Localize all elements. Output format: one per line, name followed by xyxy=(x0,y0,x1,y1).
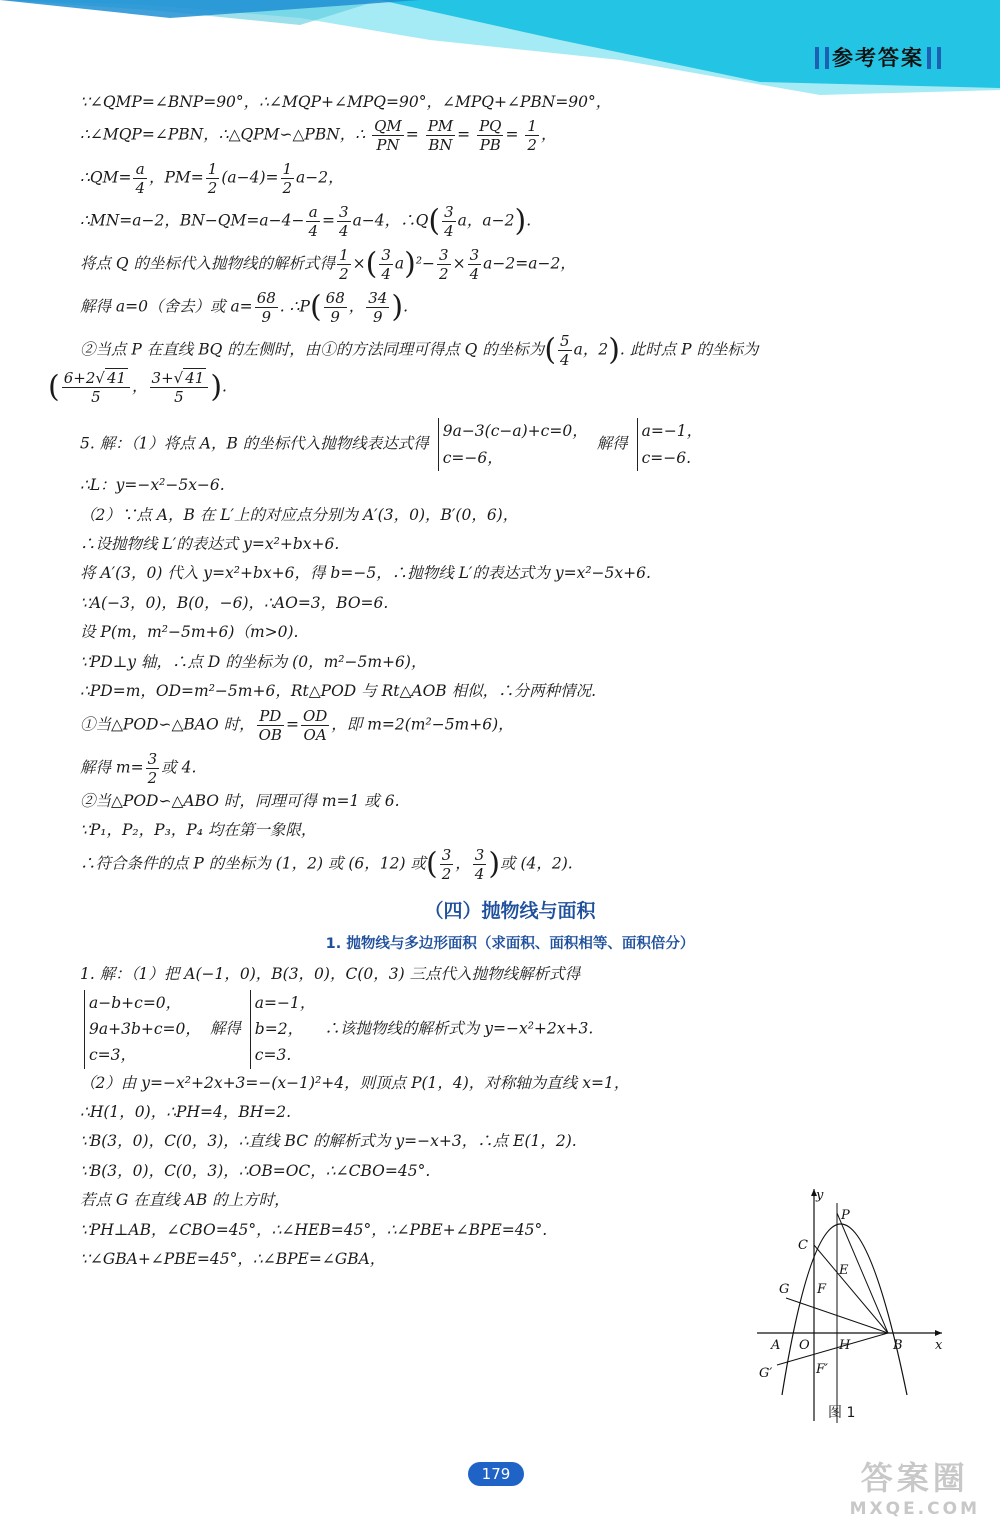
fraction: $\frac{3}{2}$ xyxy=(441,845,452,883)
text-line: ∵∠GBA+∠PBE=45°，∴∠BPE=∠GBA， xyxy=(80,1250,386,1269)
fraction: $\frac{PD}{OB}$ xyxy=(258,706,282,744)
equation-system: a=−1， b=2， c=3. xyxy=(250,990,316,1069)
label-x: x xyxy=(935,1338,943,1353)
text-span: ∴∠MQP=∠PBN，∴△QPM∽△PBN，∴ xyxy=(80,125,366,144)
fraction: $\frac{3+√ 41}{5}$ xyxy=(150,369,209,406)
fraction: $\frac{3}{2}$ xyxy=(147,749,158,787)
fraction: $\frac{34}{9}$ xyxy=(368,289,388,327)
text-line: ∴H(1，0)，∴PH=4，BH=2. xyxy=(80,1103,292,1122)
fraction: $\frac{68}{9}$ xyxy=(256,289,276,327)
fraction: $\frac{6+2√ 41}{5}$ xyxy=(62,369,130,406)
line-g2b xyxy=(777,1333,888,1365)
fraction: $\frac{a}{4}$ xyxy=(135,160,145,198)
text-line: ∵∠QMP=∠BNP=90°，∴∠MQP+∠MPQ=90°，∠MPQ+∠PBN=90°， xyxy=(80,93,612,111)
fraction: $\frac{1}{2}$ xyxy=(207,160,218,198)
label-y: y xyxy=(816,1188,824,1203)
fraction: $\frac{a}{4}$ xyxy=(308,203,319,241)
text-line: ∵PD⊥y 轴，∴点 D 的坐标为 (0，m²−5m+6)， xyxy=(80,652,427,671)
text-line: ∴符合条件的点 P 的坐标为 (1，2) 或 (6，12) 或( $\frac{3}{2}$ ， $\frac{3}{4}$ )或 (4，2). xyxy=(80,845,573,883)
text-line: ∵PH⊥AB，∠CBO=45°，∴∠HEB=45°，∴∠PBE+∠BPE=45°. xyxy=(80,1220,548,1239)
x-axis-arrow-icon xyxy=(935,1330,942,1336)
text-line: 将点 Q 的坐标代入抛物线的解析式得 $\frac{1}{2}$ ×( $\frac{3}{4}$ a)²− $\frac{3}{2}$ × $\frac{3}{4}$ a−2=a−2， xyxy=(80,246,576,284)
text-line: ∴QM= $\frac{a}{4}$ ，PM= $\frac{1}{2}$ (a−4)= $\frac{1}{2}$ a−2， xyxy=(80,160,344,198)
fraction: $\frac{1}{2}$ xyxy=(527,117,537,155)
text-line: （2）∵点 A，B 在 L′上的对应点分别为 A′(3，0)，B′(0，6)， xyxy=(80,505,519,524)
equation-system: 9a−3(c−a)+c=0， c=−6， xyxy=(438,418,588,471)
label-P: P xyxy=(841,1208,850,1223)
page-number: 179 xyxy=(468,1462,524,1486)
figure-caption: 图 1 xyxy=(828,1405,856,1421)
fraction: $\frac{PM}{BN}$ xyxy=(427,117,454,155)
answer-key-badge xyxy=(812,42,944,72)
text-line: ∵A(−3，0)，B(0，−6)，∴AO=3，BO=6. xyxy=(80,593,389,612)
text-line: 若点 G 在直线 AB 的上方时， xyxy=(80,1191,290,1210)
badge-label: 参考答案 xyxy=(832,46,924,70)
text-line: 解得 a=0（舍去）或 a= $\frac{68}{9}$ . ∴P( $\frac{68}{9}$ ， $\frac{34}{9}$ ). xyxy=(80,289,409,327)
label-F: F xyxy=(817,1282,827,1297)
fraction: $\frac{3}{4}$ xyxy=(381,246,391,284)
fraction: $\frac{PQ}{PB}$ xyxy=(479,117,502,155)
text-line: ①当△POD∽△BAO 时， $\frac{PD}{OB}$ = $\frac{OD}{OA}$ ，即 m=2(m²−5m+6)， xyxy=(80,706,514,744)
fraction: $\frac{3}{2}$ xyxy=(439,246,449,284)
text-line: 设 P(m，m²−5m+6)（m>0). xyxy=(80,623,299,642)
fraction: $\frac{3}{4}$ xyxy=(469,246,480,284)
label-B: B xyxy=(893,1338,903,1353)
watermark-url: MXQE.COM xyxy=(849,1499,980,1519)
label-H: H xyxy=(839,1338,851,1353)
text-line: 1. 解：（1）把 A(−1，0)，B(3，0)，C(0，3) 三点代入抛物线解析式得 xyxy=(80,965,581,984)
text-line: ∵P₁，P₂，P₃，P₄ 均在第一象限， xyxy=(80,821,317,840)
section-subtitle: 1. 抛物线与多边形面积（求面积、面积相等、面积倍分） xyxy=(325,935,695,952)
label-G-prime: G′ xyxy=(759,1366,773,1381)
equation-system: a=−1， c=−6. xyxy=(637,418,703,471)
text-line: 5. 解：（1）将点 A，B 的坐标代入抛物线表达式得 9a−3(c−a)+c=0， c=−6， 解得 a=−1， c=−6. xyxy=(80,418,940,471)
badge-bar-left2 xyxy=(825,47,829,69)
fraction: $\frac{1}{2}$ xyxy=(339,246,349,284)
fraction: $\frac{3}{4}$ xyxy=(444,203,454,241)
text-line: ②当△POD∽△ABO 时，同理可得 m=1 或 6. xyxy=(80,791,400,810)
fraction: $\frac{OD}{OA}$ xyxy=(302,706,328,744)
text-line: ∴设抛物线 L′的表达式 y=x²+bx+6. xyxy=(80,535,340,553)
text-line: ∵B(3，0)，C(0，3)，∴OB=OC，∴∠CBO=45°. xyxy=(80,1161,431,1180)
label-E: E xyxy=(839,1263,849,1278)
label-A: A xyxy=(771,1338,781,1353)
watermark-logo: 答案圈 xyxy=(860,1459,969,1497)
label-C: C xyxy=(798,1238,808,1253)
figure-1-diagram xyxy=(752,1183,947,1428)
text-line: ∴MN=a−2，BN−QM=a−4− $\frac{a}{4}$ = $\frac{3}{4}$ a−4，∴Q( $\frac{3}{4}$ a，a−2). xyxy=(80,203,532,241)
text-line: ∵B(3，0)，C(0，3)，∴直线 BC 的解析式为 y=−x+3，∴点 E(1，2). xyxy=(80,1132,577,1151)
text-line: ②当点 P 在直线 BQ 的左侧时，由①的方法同理可得点 Q 的坐标为( $\frac{5}{4}$ a，2). 此时点 P 的坐标为 xyxy=(80,332,759,370)
text-line: 解得 m= $\frac{3}{2}$ 或 4. xyxy=(80,749,197,787)
text-line: （2）由 y=−x²+2x+3=−(x−1)²+4，则顶点 P(1，4)，对称轴为直线 x=1， xyxy=(80,1073,630,1092)
fraction: $\frac{3}{4}$ xyxy=(339,203,349,241)
badge-bar-left xyxy=(815,47,819,69)
text-line: ∴L：y=−x²−5x−6. xyxy=(80,476,225,495)
label-F-prime: F′ xyxy=(816,1362,828,1377)
section-title: （四）抛物线与面积 xyxy=(424,899,596,922)
text-line: 将 A′(3，0) 代入 y=x²+bx+6，得 b=−5，∴抛物线 L′的表达式为 y=x²−5x+6. xyxy=(80,564,651,583)
text-line: a−b+c=0， 9a+3b+c=0， c=3， 解得 a=−1， b=2， c=3. ∴该抛物线的解析式为 y=−x²+2x+3. xyxy=(80,990,940,1069)
badge-bar-right2 xyxy=(937,47,941,69)
fraction: $\frac{5}{4}$ xyxy=(560,332,570,370)
label-G: G xyxy=(779,1282,790,1297)
equation-system: a−b+c=0， 9a+3b+c=0， c=3， xyxy=(84,990,201,1069)
watermark xyxy=(850,1453,980,1519)
fraction: $\frac{1}{2}$ xyxy=(282,160,293,198)
text-line: ∴∠MQP=∠PBN，∴△QPM∽△PBN，∴ $\frac{QM}{PN}$ = $\frac{PM}{BN}$ = $\frac{PQ}{PB}$ = $\frac{1}{2}$ ， xyxy=(80,117,557,155)
label-O: O xyxy=(799,1338,810,1353)
solution-text xyxy=(48,88,940,1275)
badge-bar-right xyxy=(927,47,931,69)
fraction: $\frac{68}{9}$ xyxy=(325,289,345,327)
text-line: ( $\frac{6+2√ 41}{5}$ ， $\frac{3+√ 41}{5}$ ). xyxy=(48,369,227,407)
fraction: $\frac{QM}{PN}$ xyxy=(374,117,402,155)
text-line: ∴PD=m，OD=m²−5m+6，Rt△POD 与 Rt△AOB 相似，∴分两种情况. xyxy=(80,682,597,701)
fraction: $\frac{3}{4}$ xyxy=(474,845,485,883)
